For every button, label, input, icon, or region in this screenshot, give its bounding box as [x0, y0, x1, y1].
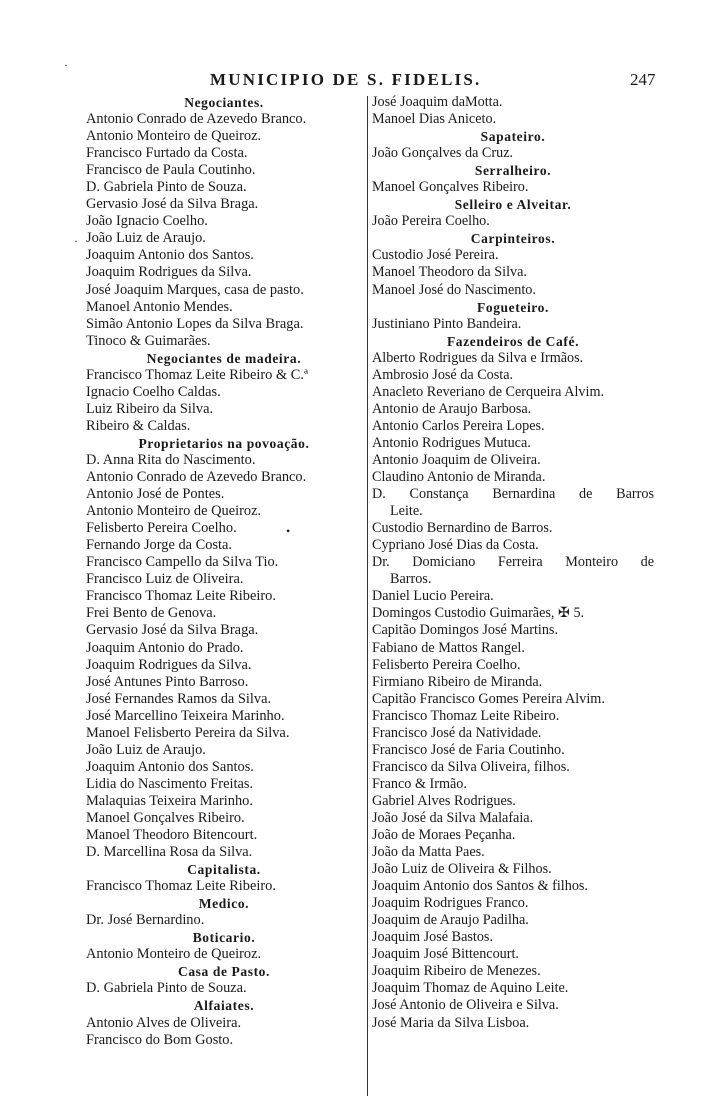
page-header — [0, 70, 725, 94]
section-heading: Carpinteiros. — [470, 231, 556, 247]
directory-entry: Cypriano José Dias da Costa. — [372, 537, 539, 554]
directory-entry: José Fernandes Ramos da Silva. — [86, 690, 272, 707]
directory-entry: Joaquim Rodrigues da Silva. — [86, 264, 252, 281]
directory-entry: Manoel Antonio Mendes. — [86, 298, 233, 315]
right-column — [372, 94, 654, 1032]
directory-entry: Manoel Theodoro Bitencourt. — [86, 827, 258, 844]
directory-entry: Francisco José da Natividade. — [372, 724, 542, 741]
directory-entry: D. Anna Rita do Nascimento. — [86, 451, 256, 468]
directory-entry: Joaquim Antonio dos Santos. — [86, 758, 254, 775]
directory-entry: João Luiz de Oliveira & Filhos. — [372, 861, 552, 878]
directory-entry: Gervasio José da Silva Braga. — [86, 196, 259, 213]
section-heading: Proprietarios na povoação. — [138, 435, 310, 451]
directory-entry: Tinoco & Guimarães. — [86, 332, 211, 349]
directory-entry: Luiz Ribeiro da Silva. — [86, 400, 214, 417]
section-heading: Fogueteiro. — [477, 299, 549, 315]
section-heading: Medico. — [198, 896, 250, 912]
directory-entry: Manoel Theodoro da Silva. — [372, 264, 527, 281]
directory-entry: João da Matta Paes. — [372, 844, 485, 861]
directory-entry: José Antonio de Oliveira e Silva. — [372, 997, 559, 1014]
directory-entry: Leite. — [390, 503, 423, 520]
directory-entry: Anacleto Reveriano de Cerqueira Alvim. — [372, 383, 605, 400]
directory-entry: Lidia do Nascimento Freitas. — [86, 775, 254, 792]
directory-entry: Ignacio Coelho Caldas. — [86, 383, 221, 400]
stray-mark: • — [286, 524, 291, 538]
section-heading: Capitalista. — [187, 862, 261, 878]
section-heading: Selleiro e Alveitar. — [454, 197, 572, 213]
directory-entry: Francisco Thomaz Leite Ribeiro. — [86, 878, 276, 895]
directory-entry: José Marcellino Teixeira Marinho. — [86, 707, 285, 724]
directory-entry: Daniel Lucio Pereira. — [372, 588, 494, 605]
directory-entry: Antonio Alves de Oliveira. — [86, 1014, 242, 1031]
section-heading: Sapateiro. — [480, 129, 546, 145]
directory-entry: Francisco Furtado da Costa. — [86, 145, 248, 162]
directory-entry: Manoel Dias Aniceto. — [372, 111, 497, 128]
directory-entry: Claudino Antonio de Miranda. — [372, 469, 546, 486]
section-heading: Casa de Pasto. — [177, 964, 271, 980]
page-number: 247 — [630, 70, 656, 89]
directory-entry: João de Moraes Peçanha. — [372, 827, 516, 844]
directory-entry: Capitão Francisco Gomes Pereira Alvim. — [372, 690, 605, 707]
directory-entry: João José da Silva Malafaia. — [372, 809, 534, 826]
directory-entry: D. Marcellina Rosa da Silva. — [86, 844, 253, 861]
directory-entry: Francisco Thomaz Leite Ribeiro. — [372, 707, 560, 724]
directory-entry: João Gonçalves da Cruz. — [372, 145, 514, 162]
directory-entry: Dr. Domiciano Ferreira Monteiro de — [372, 554, 654, 571]
directory-entry: Antonio Rodrigues Mutuca. — [372, 434, 531, 451]
directory-entry: Custodio José Pereira. — [372, 247, 499, 264]
left-column — [86, 94, 362, 1049]
stray-mark: · — [74, 234, 78, 248]
directory-entry: Frei Bento de Genova. — [86, 605, 217, 622]
directory-entry: Antonio Carlos Pereira Lopes. — [372, 417, 545, 434]
directory-entry: Manoel Gonçalves Ribeiro. — [372, 179, 529, 196]
directory-entry: Dr. José Bernardino. — [86, 912, 205, 929]
directory-entry: Joaquim Antonio dos Santos. — [86, 247, 254, 264]
directory-entry: Francisco da Silva Oliveira, filhos. — [372, 758, 570, 775]
directory-entry: Francisco José de Faria Coutinho. — [372, 741, 565, 758]
directory-entry: Capitão Domingos José Martins. — [372, 622, 559, 639]
directory-entry: Barros. — [390, 571, 432, 588]
directory-entry: Joaquim Rodrigues Franco. — [372, 895, 529, 912]
section-heading: Alfaiates. — [193, 998, 255, 1014]
directory-entry: José Antunes Pinto Barroso. — [86, 673, 249, 690]
directory-entry: Antonio de Araujo Barbosa. — [372, 400, 532, 417]
directory-entry: José Joaquim daMotta. — [372, 94, 503, 110]
section-heading: Boticario. — [192, 930, 256, 946]
directory-entry: João Luiz de Araujo. — [86, 741, 206, 758]
directory-entry: Francisco do Bom Gosto. — [86, 1031, 234, 1048]
directory-entry: Antonio Conrado de Azevedo Branco. — [86, 111, 307, 128]
section-heading: Serralheiro. — [474, 163, 552, 179]
directory-entry: Gervasio José da Silva Braga. — [86, 622, 259, 639]
directory-entry: Francisco Luiz de Oliveira. — [86, 571, 244, 588]
directory-entry: Justiniano Pinto Bandeira. — [372, 315, 522, 332]
directory-entry: D. Gabriela Pinto de Souza. — [86, 980, 247, 997]
directory-entry: Antonio Monteiro de Queiroz. — [86, 128, 262, 145]
directory-entry: D. Gabriela Pinto de Souza. — [86, 179, 247, 196]
directory-entry: Ribeiro & Caldas. — [86, 417, 191, 434]
directory-entry: João Ignacio Coelho. — [86, 213, 208, 230]
directory-entry: Manoel José do Nascimento. — [372, 281, 536, 298]
directory-entry: José Joaquim Marques, casa de pasto. — [86, 281, 304, 298]
stray-mark: · — [64, 58, 68, 72]
directory-entry: Joaquim Thomaz de Aquino Leite. — [372, 980, 569, 997]
section-heading: Negociantes. — [184, 95, 264, 110]
directory-entry: Francisco Thomaz Leite Ribeiro. — [86, 588, 276, 605]
directory-entry: Felisberto Pereira Coelho. — [372, 656, 521, 673]
directory-entry: Joaquim José Bastos. — [372, 929, 493, 946]
directory-entry: Franco & Irmão. — [372, 775, 467, 792]
section-heading: Fazendeiros de Café. — [446, 333, 580, 349]
directory-entry: Firmiano Ribeiro de Miranda. — [372, 673, 543, 690]
directory-entry: Felisberto Pereira Coelho. — [86, 520, 237, 537]
directory-entry: Manoel Felisberto Pereira da Silva. — [86, 724, 290, 741]
directory-entry: Fernando Jorge da Costa. — [86, 537, 233, 554]
directory-entry: Gabriel Alves Rodrigues. — [372, 792, 516, 809]
directory-entry: João Pereira Coelho. — [372, 213, 490, 230]
directory-entry: Joaquim Antonio dos Santos & filhos. — [372, 878, 588, 895]
directory-entry: Francisco Thomaz Leite Ribeiro & C.ª — [86, 366, 308, 383]
directory-entry: Francisco Campello da Silva Tio. — [86, 554, 279, 571]
directory-entry: Antonio Joaquim de Oliveira. — [372, 451, 541, 468]
directory-entry: João Luiz de Araujo. — [86, 230, 206, 247]
directory-entry: Manoel Gonçalves Ribeiro. — [86, 809, 245, 826]
directory-entry: Domingos Custodio Guimarães, ✠ 5. — [372, 605, 585, 622]
column-divider — [367, 96, 368, 1096]
directory-entry: Fabiano de Mattos Rangel. — [372, 639, 525, 656]
directory-entry: Simão Antonio Lopes da Silva Braga. — [86, 315, 304, 332]
directory-entry: Malaquias Teixeira Marinho. — [86, 792, 253, 809]
directory-entry: Ambrosio José da Costa. — [372, 366, 514, 383]
directory-entry: Custodio Bernardino de Barros. — [372, 520, 553, 537]
directory-entry: Antonio Monteiro de Queiroz. — [86, 503, 262, 520]
directory-entry: Joaquim Ribeiro de Menezes. — [372, 963, 541, 980]
directory-entry: Joaquim de Araujo Padilha. — [372, 912, 529, 929]
directory-entry: D. Constança Bernardina de Barros — [372, 486, 654, 503]
section-heading: Negociantes de madeira. — [146, 350, 302, 366]
directory-entry: Joaquim Rodrigues da Silva. — [86, 656, 252, 673]
directory-entry: Francisco de Paula Coutinho. — [86, 162, 256, 179]
directory-entry: Antonio José de Pontes. — [86, 486, 225, 503]
directory-entry: Antonio Conrado de Azevedo Branco. — [86, 469, 307, 486]
directory-entry: Alberto Rodrigues da Silva e Irmãos. — [372, 349, 584, 366]
page-title: MUNICIPIO DE S. FIDELIS. — [210, 70, 482, 89]
directory-entry: Joaquim José Bittencourt. — [372, 946, 519, 963]
directory-entry: José Maria da Silva Lisboa. — [372, 1014, 530, 1031]
directory-entry: Joaquim Antonio do Prado. — [86, 639, 244, 656]
directory-entry: Antonio Monteiro de Queiroz. — [86, 946, 262, 963]
